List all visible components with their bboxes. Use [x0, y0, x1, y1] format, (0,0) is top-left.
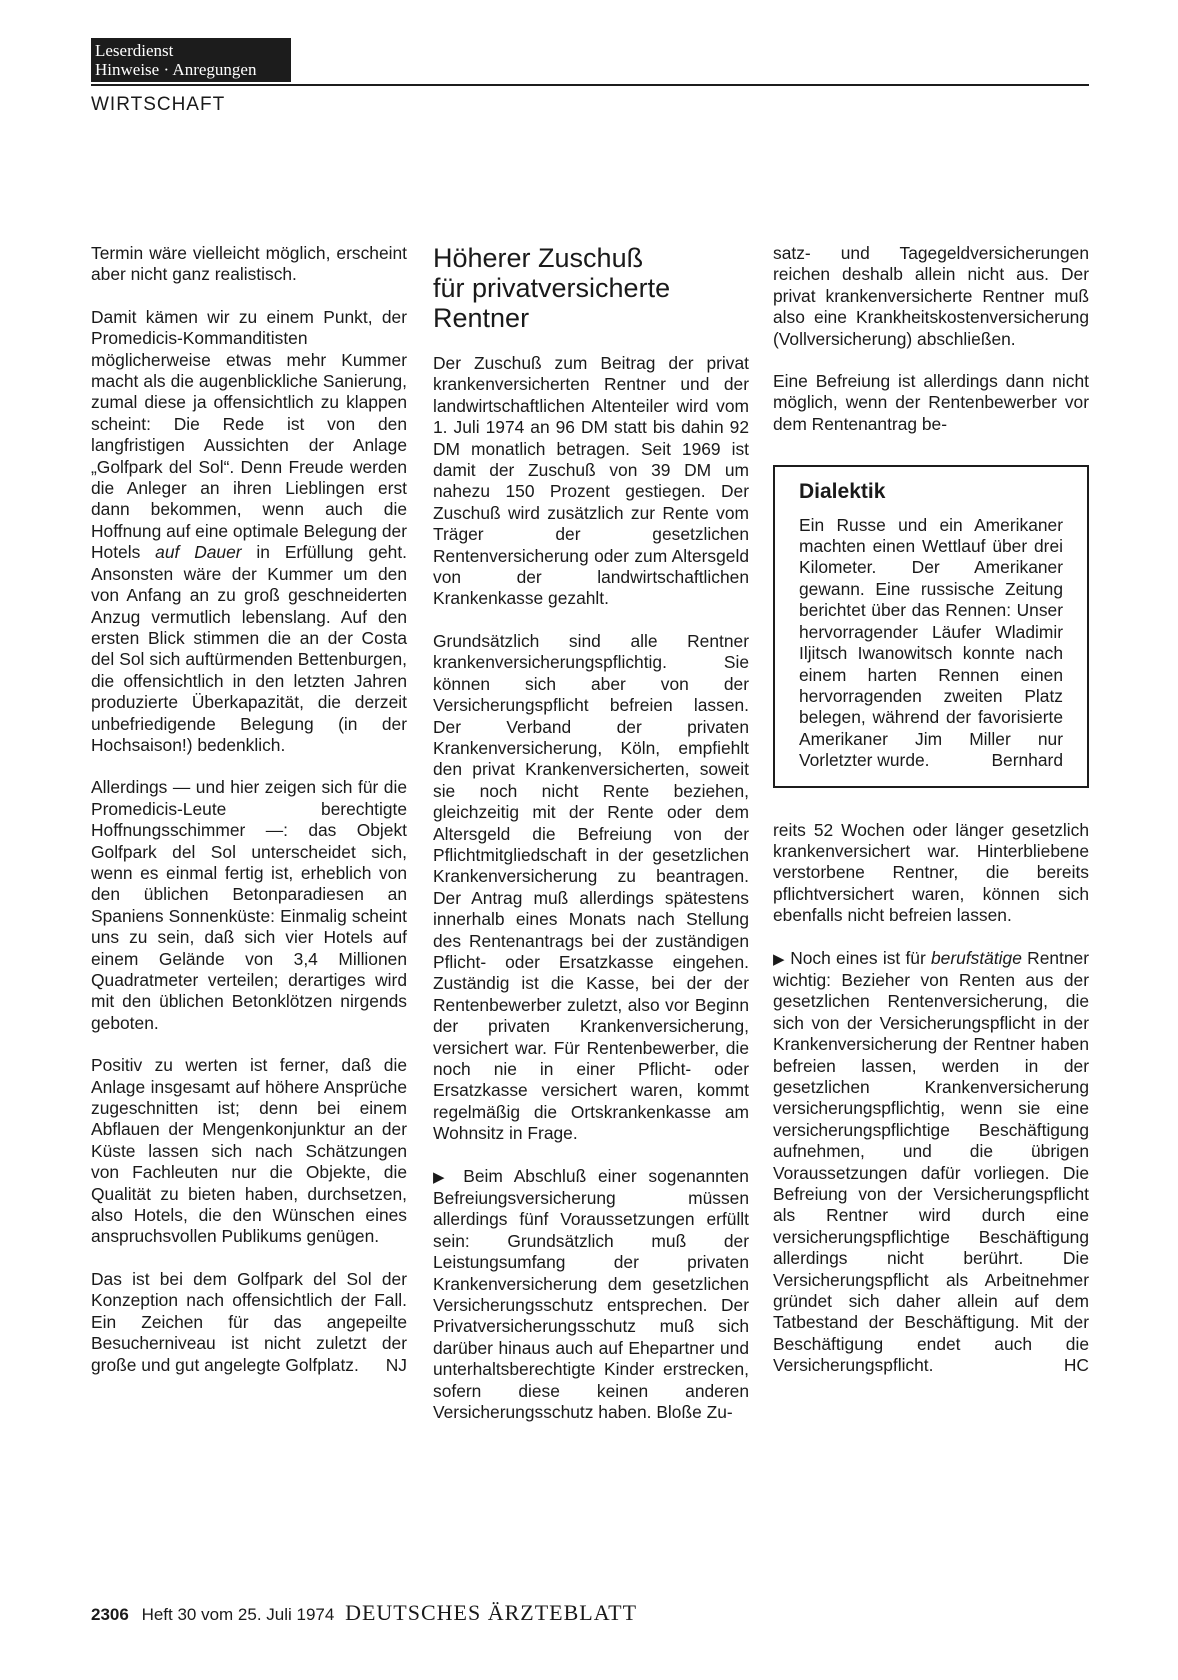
paragraph: Eine Befreiung ist allerdings dann nicht möglich, wenn der Rentenbewerber vor dem Rentenantrag be-: [773, 371, 1089, 434]
page-footer: [91, 1600, 637, 1626]
paragraph: ▶ Beim Abschluß einer sogenannten Befreiungsversicherung müssen allerdings fünf Voraussetzungen erfüllt sein: Grundsätzlich muß der Leistungsumfang der privaten Krankenversicherung dem gesetzlichen Versicherungsschutz entsprechen. Der Privatversicherungsschutz muß sich darüber hinaus auch auf Ehepartner und unterhaltsberechtigte Kinder erstrecken, sofern diese keinen anderen Versicherungsschutz haben. Bloße Zu-: [433, 1165, 749, 1423]
department-box: [91, 38, 291, 82]
page-number: 2306: [91, 1605, 129, 1624]
paragraph: Der Zuschuß zum Beitrag der privat krankenversicherten Rentner und der landwirtschaftlichen Altenteiler wird vom 1. Juli 1974 an 96 DM statt bis dahin 92 DM monatlich betragen. Seit 1969 ist damit der Zuschuß von 39 DM um nahezu 150 Prozent gestiegen. Der Zuschuß wird zusätzlich zur Rente vom Träger der gesetzlichen Rentenversicherung oder zum Altersgeld von der landwirtschaftlichen Krankenkasse gezahlt.: [433, 353, 749, 609]
section-title: WIRTSCHAFT: [91, 94, 226, 115]
magazine-title: DEUTSCHES ÄRZTEBLATT: [345, 1600, 638, 1625]
department-label: Leserdienst: [95, 41, 174, 60]
column-1: [91, 243, 407, 1397]
paragraph: ▶ Noch eines ist für berufstätige Rentner wichtig: Bezieher von Renten aus der gesetzlichen Rentenversicherung, die sich von der Versicherungspflicht in der Krankenversicherung der Rentner haben befreien lassen, werden in der gesetzlichen Krankenversicherung versicherungspflichtig, wenn sie eine versicherungspflichtige Beschäftigung aufnehmen, und die übrigen Voraussetzungen dafür vorliegen. Die Befreiung von der Versicherungspflicht als Rentner wird durch eine versicherungspflichtige Beschäftigung allerdings nicht berührt. Die Versicherungspflicht als Arbeitnehmer gründet sich daher allein auf dem Tatbestand der Beschäftigung. Mit der Beschäftigung endet auch die Versicherungspflicht. HC: [773, 947, 1090, 1376]
box-text: Ein Russe und ein Amerikaner machten einen Wettlauf über drei Kilometer. Der Amerikaner gewann. Eine russische Zeitung berichtet über das Rennen: Unser hervorragender Läufer Wladimir Iljitsch Iwanowitsch konnte nach einem harten Rennen einen hervorragenden zweiten Platz belegen, während der favorisierte Amerikaner Jim Miller nur Vorletzter wurde. Bernhard: [799, 514, 1063, 771]
paragraph: Positiv zu werten ist ferner, daß die Anlage insgesamt auf höhere Ansprüche zugeschnitten ist; denn bei einem Abflauen der Mengenkonjunktur an der Küste lassen sich nach Schätzungen von Fachleuten nur die Objekte, die Qualität zu bieten haben, durchsetzen, also Hotels, die den Wünschen eines anspruchsvollen Publikums genügen.: [91, 1055, 407, 1247]
sidebar-box: [773, 465, 1089, 787]
column-3: [773, 243, 1089, 1398]
paragraph: Allerdings — und hier zeigen sich für die Promedicis-Leute berechtigte Hoffnungsschimmer —: das Objekt Golfpark del Sol unterscheidet sich, wenn es einmal fertig ist, erheblich von den üblichen Betonparadiesen an Spaniens Sonnenküste: Einmalig scheint uns zu sein, daß sich vier Hotels auf einem Gelände von 3,4 Millionen Quadratmeter verteilen; derartiges wird mit den üblichen Betonklötzen nirgends geboten.: [91, 777, 407, 1033]
issue-info: Heft 30 vom 25. Juli 1974: [141, 1605, 335, 1624]
column-2: [433, 243, 749, 1445]
box-title: Dialektik: [799, 480, 886, 504]
paragraph: Termin wäre vielleicht möglich, erscheint aber nicht ganz realistisch.: [91, 243, 407, 285]
header-rule: [91, 84, 1089, 86]
paragraph: satz- und Tagegeldversicherungen reichen deshalb allein nicht aus. Der privat krankenversicherte Rentner muß also eine Krankheitskostenversicherung (Vollversicherung) abschließen.: [773, 243, 1089, 349]
author-signature: HC: [1063, 1355, 1089, 1376]
author-signature: NJ: [385, 1354, 407, 1375]
paragraph: Das ist bei dem Golfpark del Sol der Konzeption nach offensichtlich der Fall. Ein Zeichen für das angepeilte Besucherniveau ist nicht zuletzt der große und gut angelegte Golfplatz. NJ: [91, 1268, 407, 1375]
department-sublabel: Hinweise · Anregungen: [95, 60, 257, 79]
paragraph: reits 52 Wochen oder länger gesetzlich krankenversichert war. Hinterbliebene verstorbene Rentner, die bereits pflichtversichert waren, können sich ebenfalls nicht befreien lassen.: [773, 819, 1089, 926]
paragraph: Grundsätzlich sind alle Rentner krankenversicherungspflichtig. Sie können sich aber von der Versicherungspflicht befreien lassen. Der Verband der privaten Krankenversicherung, Köln, empfiehlt den privat Krankenversicherten, soweit sie noch nicht Rente beziehen, gleichzeitig mit der Rente oder dem Altersgeld die Befreiung von der Pflichtmitgliedschaft in der gesetzlichen Krankenversicherung zu beantragen. Der Antrag muß allerdings spätestens innerhalb eines Monats nach Stellung des Rentenantrags bei der zuständigen Pflicht- oder Ersatzkasse eingehen. Zuständig ist die Kasse, bei der der Rentenbewerber zuletzt, also vor Beginn der privaten Krankenversicherung, versichert war. Für Rentenbewerber, die noch nie in einer Pflicht- oder Ersatzkasse versichert waren, kommt regelmäßig die Ortskrankenkasse am Wohnsitz in Frage.: [433, 630, 749, 1144]
article-headline: Höherer Zuschuß für privatversicherte Rentner: [433, 243, 671, 333]
arrow-bullet-icon: ▶: [433, 1168, 452, 1186]
paragraph: Damit kämen wir zu einem Punkt, der Promedicis-Kommanditisten möglicherweise etwas mehr Kummer macht als die augenblickliche Sanierung, zumal diese ja offensichtlich zu klappen scheint: Die Rede ist von den langfristigen Aussichten der Anlage „Golfpark del Sol“. Denn Freude werden die Anleger an ihren Lieblingen erst dann bekommen, wenn auch die Hoffnung auf eine optimale Belegung der Hotels auf Dauer in Erfüllung geht. Ansonsten wäre der Kummer um den von Anfang an zu groß geschneiderten Anzug vermutlich lebenslang. Auf den ersten Blick stimmen die an der Costa del Sol sich auftürmenden Bettenburgen, die offensichtlich in den letzten Jahren produzierte Überkapazität, die derzeit unbefriedigende Belegung (in der Hochsaison!) bedenklich.: [91, 306, 407, 755]
arrow-bullet-icon: ▶: [773, 950, 785, 968]
box-signature: Bernhard: [991, 750, 1063, 771]
